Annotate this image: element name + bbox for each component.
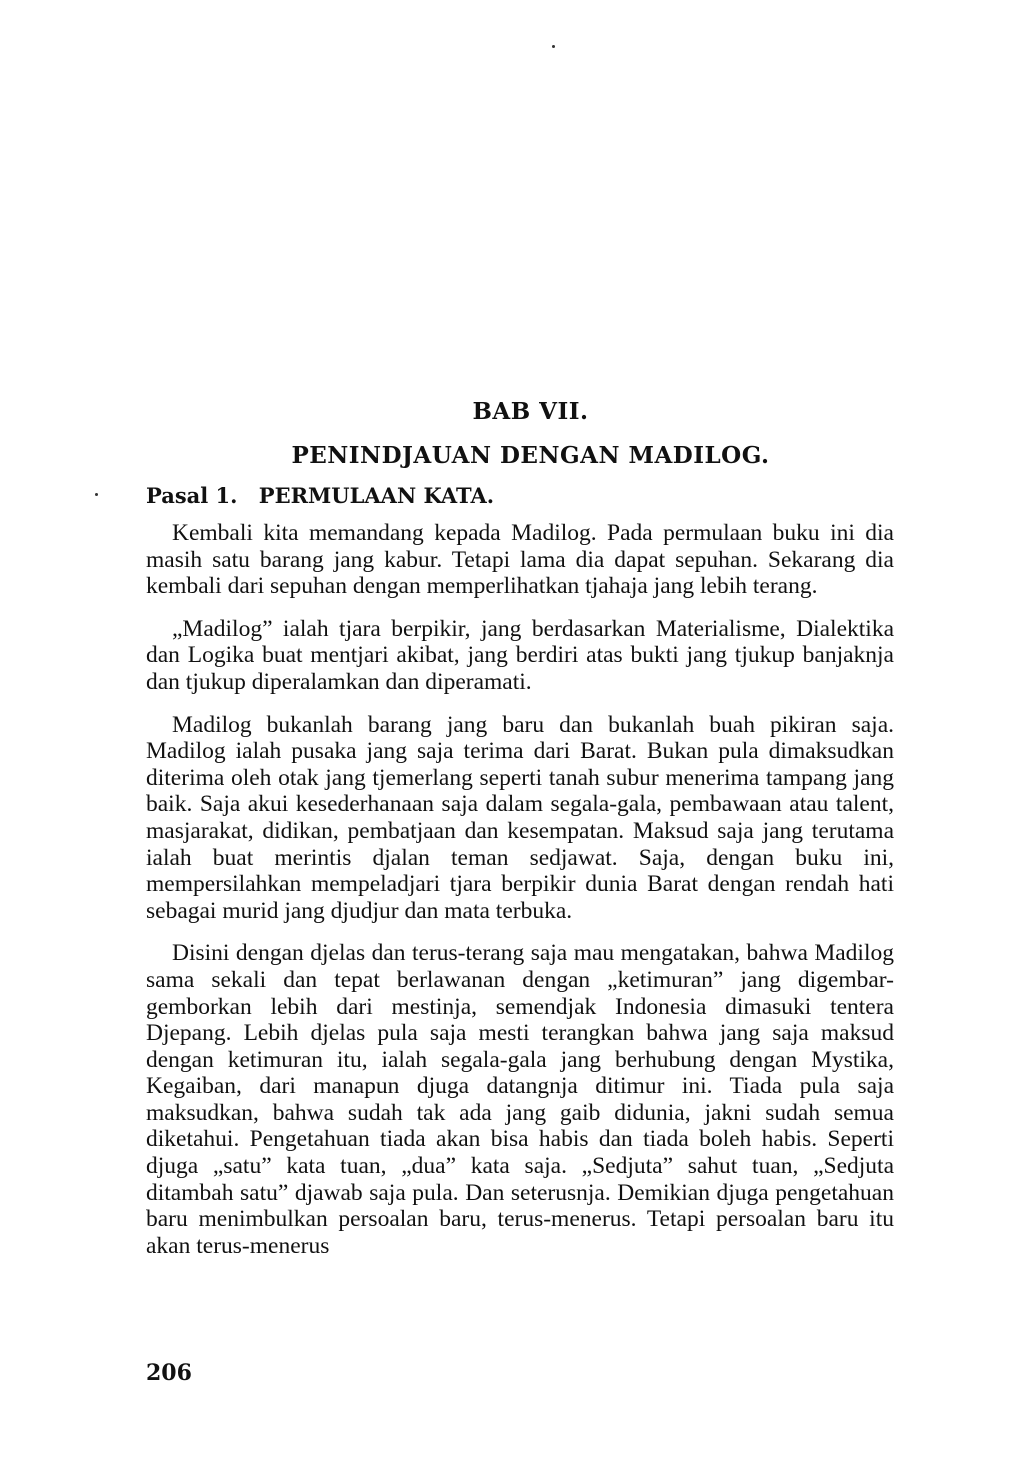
paragraph: Kembali kita memandang kepada Madilog. Pada permulaan buku ini dia masih satu barang jang kabur. Tetapi lama dia dapat sepuhan. Sekarang dia kembali dari sepuhan dengan memperlihatkan tjahaja jang lebih terang. bbox=[146, 520, 894, 600]
paragraph: Madilog bukanlah barang jang baru dan bukanlah buah pikiran saja. Madilog ialah pusaka jang saja terima dari Barat. Bukan pula dimaksudkan diterima oleh otak jang tjemerlang seperti tanah subur menerima tampang jang baik. Saja akui kesederhanaan saja dalam segala-gala, pembawaan atau talent, masjarakat, didikan, pembatjaan dan kesempatan. Maksud saja jang terutama ialah buat merintis djalan teman sedjawat. Saja, dengan buku ini, mempersilahkan mempeladjari tjara berpikir dunia Barat dengan rendah hati sebagai murid jang djudjur dan mata terbuka. bbox=[146, 711, 894, 924]
scan-speck bbox=[552, 45, 555, 48]
paragraph: „Madilog” ialah tjara berpikir, jang berdasarkan Materialisme, Dialektika dan Logika buat mentjari akibat, jang berdiri atas bukti jang tjukup banjaknja dan tjukup diperalamkan dan diperamati. bbox=[146, 615, 894, 695]
section-title: PERMULAAN KATA. bbox=[258, 483, 495, 508]
body-text bbox=[146, 520, 894, 1275]
chapter-heading bbox=[0, 398, 1017, 469]
chapter-number: BAB VII. bbox=[472, 398, 589, 425]
chapter-title: PENINDJAUAN DENGAN MADILOG. bbox=[291, 442, 770, 469]
scan-speck bbox=[95, 493, 98, 496]
section-heading bbox=[146, 483, 494, 508]
paragraph: Disini dengan djelas dan terus-terang saja mau mengatakan, bahwa Madilog sama sekali dan tepat berlawanan dengan „ketimuran” jang digembar-gemborkan lebih dari mestinja, semendjak Indonesia dimasuki tentera Djepang. Lebih djelas pula saja mesti terangkan bahwa jang saja maksud dengan ketimuran itu, ialah segala-gala jang berhubung dengan Mystika, Kegaiban, dari manapun djuga datangnja ditimur ini. Tiada pula saja maksudkan, bahwa sudah tak ada jang gaib didunia, jakni sudah semua diketahui. Pengetahuan tiada akan bisa habis dan tiada boleh habis. Seperti djuga „satu” kata tuan, „dua” kata saja. „Sedjuta” sahut tuan, „Sedjuta ditambah satu” djawab saja pula. Dan seterusnja. Demikian djuga pengetahuan baru menimbulkan persoalan baru, terus-menerus. Tetapi persoalan baru itu akan terus-menerus bbox=[146, 940, 894, 1259]
page-number: 206 bbox=[146, 1360, 192, 1386]
section-label: Pasal 1. bbox=[146, 483, 238, 508]
